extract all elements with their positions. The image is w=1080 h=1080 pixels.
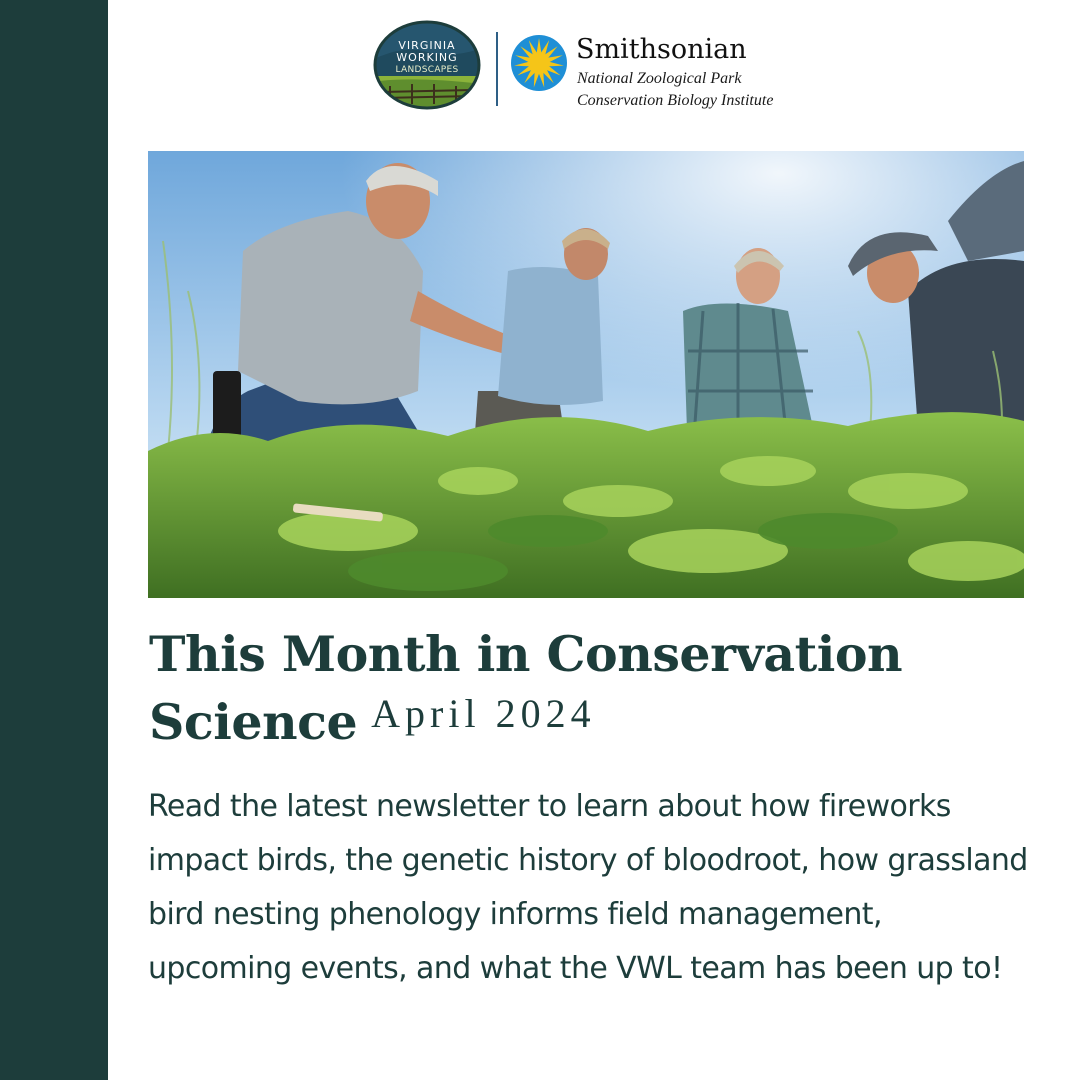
field-survey-photo [148,151,1024,598]
smithsonian-subtitle-2: Conservation Biology Institute [577,92,774,109]
newsletter-title [149,620,1049,760]
smithsonian-subtitle-1: National Zoological Park [577,70,742,87]
virginia-working-landscapes-logo [372,20,482,110]
vwl-logo-line-2: WORKING [396,51,458,64]
left-sidebar-band [0,0,108,1080]
header-logos [372,20,812,114]
vwl-logo-line-1: VIRGINIA [398,39,456,52]
smithsonian-sun-icon [510,34,568,92]
newsletter-description: Read the latest newsletter to learn about how fireworks impact birds, the genetic history of bloodroot, how grassland bird nesting phenology informs field management, upcoming events, and what the VWL team has been up to! [148,789,1028,986]
smithsonian-wordmark: Smithsonian [576,34,747,65]
title-main: This Month in Conservation Science [149,625,903,751]
logo-divider [496,32,498,106]
vwl-logo-line-3: LANDSCAPES [395,65,459,75]
title-date: April 2024 [371,691,596,736]
